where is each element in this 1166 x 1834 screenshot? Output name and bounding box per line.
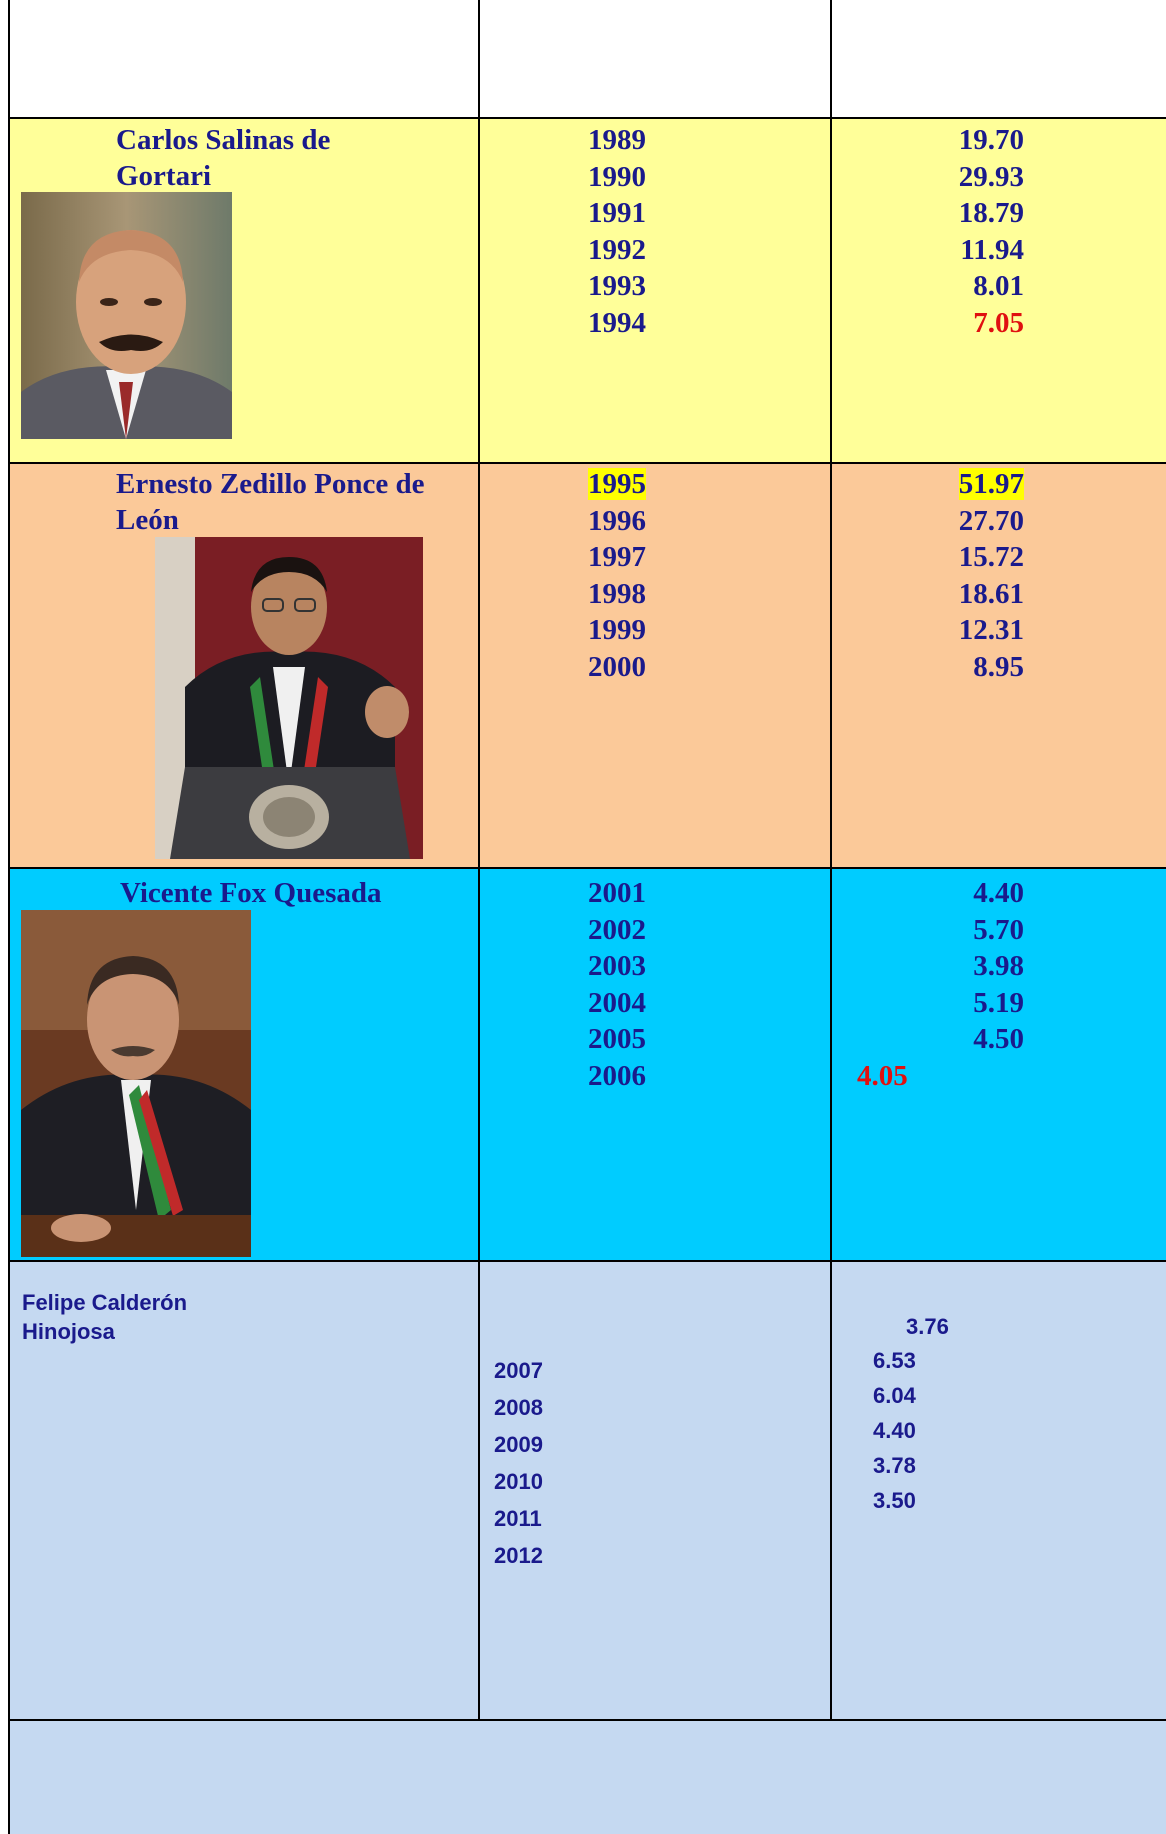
year: 2001: [588, 877, 646, 909]
years-salinas: [588, 122, 646, 341]
value: 3.78: [873, 1453, 916, 1478]
value: 11.94: [960, 233, 1024, 266]
value: 4.40: [873, 1418, 916, 1443]
name-line: Ernesto Zedillo Ponce de: [116, 468, 425, 500]
year: 2011: [494, 1506, 542, 1531]
year: 2012: [494, 1543, 543, 1568]
value: 5.19: [973, 986, 1024, 1019]
values-fox: [940, 875, 1024, 1058]
year: 1994: [588, 306, 646, 339]
year: 1996: [588, 504, 646, 537]
year: 2010: [494, 1469, 543, 1494]
year-highlighted: 1995: [588, 468, 646, 500]
years-calderon: [494, 1352, 543, 1574]
year: 2008: [494, 1395, 543, 1420]
grid-line-h3: [8, 867, 1166, 869]
value: 5.70: [973, 913, 1024, 946]
year: 2006: [588, 1059, 646, 1092]
header-row: [0, 0, 1166, 118]
portrait-salinas: [21, 192, 232, 439]
name-line: Vicente Fox Quesada: [120, 877, 382, 909]
value: 4.40: [973, 877, 1024, 909]
year: 1999: [588, 614, 646, 646]
year: 1997: [588, 541, 646, 573]
year: 2004: [588, 986, 646, 1019]
value: 4.50: [973, 1023, 1024, 1055]
year: 1989: [588, 124, 646, 156]
year: 1990: [588, 160, 646, 193]
value-highlighted: 4.05: [857, 1060, 908, 1092]
name-line: Hinojosa: [22, 1319, 115, 1344]
grid-line-h5: [8, 1719, 1166, 1721]
value: 8.01: [973, 270, 1024, 302]
value-first: 3.76: [906, 1314, 949, 1339]
grid-line-h1: [8, 117, 1166, 119]
year: 1992: [588, 233, 646, 266]
years-zedillo: [588, 466, 646, 685]
footer-row: [8, 1720, 1166, 1834]
name-line: Gortari: [116, 160, 212, 192]
grid-line-h2: [8, 462, 1166, 464]
name-line: Carlos Salinas de: [116, 124, 331, 156]
year: 2005: [588, 1023, 646, 1055]
president-name-salinas: [116, 122, 330, 194]
value-highlighted: 51.97: [958, 468, 1024, 500]
values-zedillo: [940, 466, 1024, 685]
year: 2002: [588, 913, 646, 946]
year: 1993: [588, 270, 646, 302]
president-name-fox: [120, 875, 382, 911]
value: 3.50: [873, 1488, 916, 1513]
name-line: León: [116, 504, 179, 536]
value: 8.95: [973, 650, 1024, 683]
value: 29.93: [958, 160, 1024, 193]
name-line: Felipe Calderón: [22, 1290, 188, 1315]
grid-line-h4: [8, 1260, 1166, 1262]
value: 18.79: [958, 197, 1024, 229]
grid-line-col2: [830, 0, 832, 1720]
year: 2007: [494, 1358, 543, 1383]
value: 6.53: [873, 1348, 916, 1373]
president-name-zedillo: [116, 466, 425, 538]
values-salinas: [940, 122, 1024, 341]
value: 27.70: [958, 504, 1024, 537]
value: 3.98: [973, 950, 1024, 982]
value: 18.61: [958, 577, 1024, 610]
grid-line-col1: [478, 0, 480, 1720]
year: 1998: [588, 577, 646, 610]
year: 2003: [588, 950, 646, 982]
value-highlighted: 7.05: [973, 306, 1024, 339]
portrait-zedillo: [155, 537, 423, 859]
value: 15.72: [958, 541, 1024, 573]
years-fox: [588, 875, 646, 1094]
values-calderon: [873, 1343, 916, 1518]
portrait-fox: [21, 910, 251, 1257]
value: 19.70: [958, 124, 1024, 156]
president-name-calderon: [22, 1288, 187, 1346]
value: 6.04: [873, 1383, 916, 1408]
grid-line-left: [8, 0, 10, 1834]
value: 12.31: [958, 614, 1024, 646]
year: 2000: [588, 650, 646, 683]
year: 1991: [588, 197, 646, 229]
year: 2009: [494, 1432, 543, 1457]
